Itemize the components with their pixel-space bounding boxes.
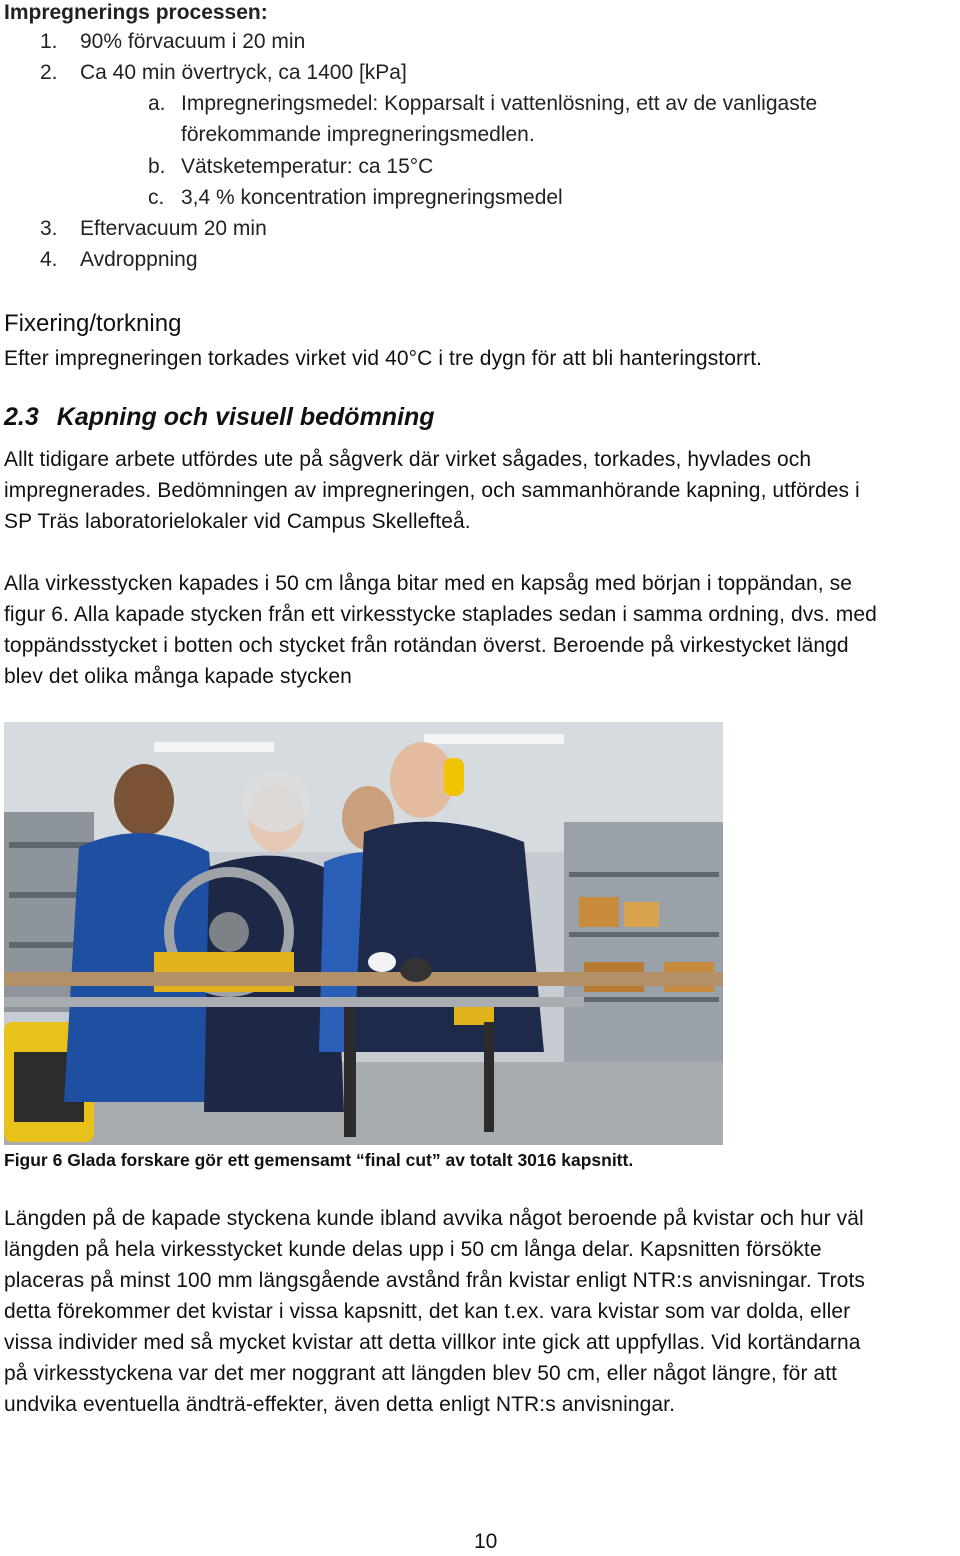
para1-line2: impregnerades. Bedömningen av impregneringen, och sammanhörande kapning, utfördes i [4, 479, 860, 502]
para2-line4: blev det olika många kapade stycken [4, 665, 352, 688]
para3-line5: vissa individer med så mycket kvistar att detta villkor inte gick att uppfyllas. Vid kortändarna [4, 1331, 861, 1354]
para1-line1: Allt tidigare arbete utfördes ute på sågverk där virket sågades, torkades, hyvlades och [4, 448, 812, 471]
step-3-num: 3. [40, 217, 58, 240]
para3-line3: placeras på minst 100 mm längsgående avstånd från kvistar enligt NTR:s anvisningar. Trots [4, 1269, 865, 1292]
substep-a-line2: förekommande impregneringsmedlen. [181, 123, 535, 146]
section-heading [4, 403, 435, 432]
workshop-photo [4, 722, 723, 1145]
substep-c-text: 3,4 % koncentration impregneringsmedel [181, 186, 563, 209]
figure-caption: Figur 6 Glada forskare gör ett gemensamt “final cut” av totalt 3016 kapsnitt. [4, 1150, 634, 1170]
section-number: 2.3 [4, 403, 39, 431]
para3-line7: undvika eventuella ändträ-effekter, även detta enligt NTR:s anvisningar. [4, 1393, 676, 1416]
step-1-num: 1. [40, 30, 58, 53]
step-4-text: Avdroppning [80, 248, 198, 271]
step-4-num: 4. [40, 248, 58, 271]
para2-line2: figur 6. Alla kapade stycken från ett virkesstycke staplades sedan i samma ordning, dvs. med [4, 603, 877, 626]
substep-a-line1: Impregneringsmedel: Kopparsalt i vattenlösning, ett av de vanligaste [181, 92, 818, 115]
substep-a-num: a. [148, 92, 166, 115]
page-number: 10 [474, 1530, 498, 1553]
para2-line1: Alla virkesstycken kapades i 50 cm långa bitar med en kapsåg med början i toppändan, se [4, 572, 853, 595]
para3-line6: på virkesstyckena var det mer noggrant att längden blev 50 cm, eller något längre, för att [4, 1362, 838, 1385]
para1-line3: SP Träs laboratorielokaler vid Campus Skellefteå. [4, 510, 471, 533]
para3-line4: detta förekommer det kvistar i vissa kapsnitt, det kan t.ex. vara kvistar som var dolda, eller [4, 1300, 851, 1323]
step-3-text: Eftervacuum 20 min [80, 217, 267, 240]
step-2-num: 2. [40, 61, 58, 84]
step-1-text: 90% förvacuum i 20 min [80, 30, 306, 53]
para3-line1: Längden på de kapade styckena kunde ibland avvika något beroende på kvistar och hur väl [4, 1207, 864, 1230]
process-title: Impregnerings processen: [4, 1, 268, 24]
step-2-text: Ca 40 min övertryck, ca 1400 [kPa] [80, 61, 407, 84]
section-title: Kapning och visuell bedömning [56, 403, 435, 431]
substep-b-num: b. [148, 155, 166, 178]
substep-c-num: c. [148, 186, 165, 209]
fixing-text: Efter impregneringen torkades virket vid 40°C i tre dygn för att bli hanteringstorrt. [4, 347, 763, 370]
fixing-heading: Fixering/torkning [4, 310, 182, 337]
para3-line2: längden på hela virkesstycket kunde delas upp i 50 cm långa delar. Kapsnitten försökte [4, 1238, 822, 1261]
substep-b-text: Vätsketemperatur: ca 15°C [181, 155, 434, 178]
para2-line3: toppändsstycket i botten och stycket från rotändan överst. Beroende på virkestycket längd [4, 634, 849, 657]
